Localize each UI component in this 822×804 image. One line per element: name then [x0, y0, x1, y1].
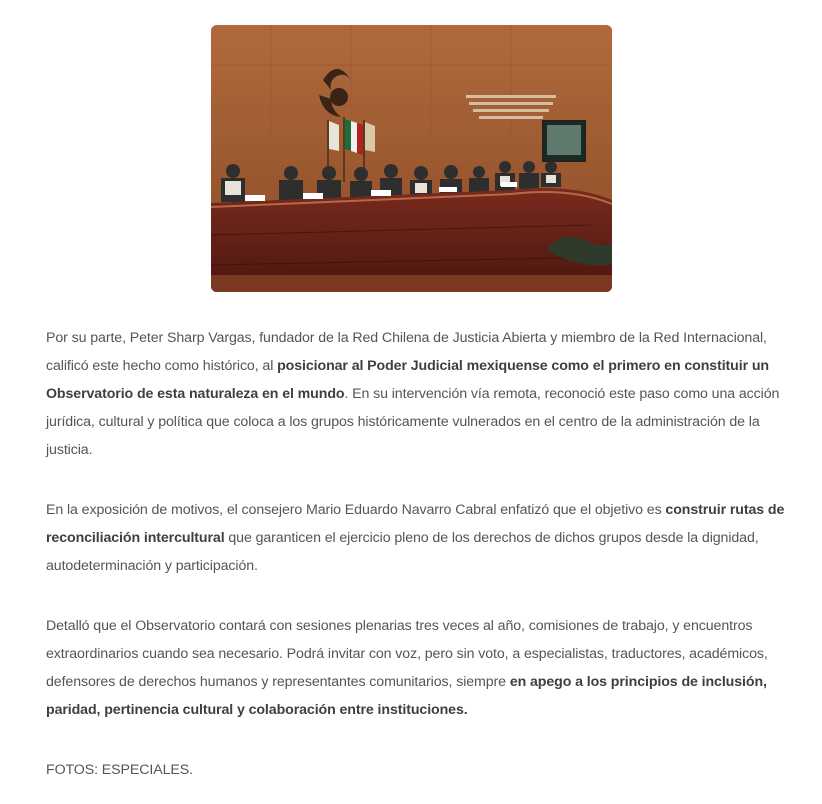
article-body — [46, 324, 786, 784]
paragraph-2 — [46, 496, 786, 580]
paragraph-3-bold: en apego a los principios de inclusión, paridad, pertinencia cultural y colaboración entre instituciones. — [46, 674, 767, 718]
photo-credit: FOTOS: ESPECIALES. — [46, 762, 193, 778]
article-photo — [211, 25, 612, 292]
paragraph-1-text-a: Por su parte, Peter Sharp Vargas, fundador de la Red Chilena de Justicia Abierta y miembro de la Red Internacional, calificó este hecho como histórico, al — [46, 330, 767, 374]
paragraph-1 — [46, 324, 786, 464]
paragraph-3-text-a: Detalló que el Observatorio contará con sesiones plenarias tres veces al año, comisiones de trabajo, y encuentros extraordinarios cuando sea necesario. Podrá invitar con voz, pero sin voto, a especialistas, traductores, académicos, defensores de derechos humanos y representantes comunitarios, siempre — [46, 618, 768, 690]
paragraph-3 — [46, 612, 786, 724]
paragraph-2-bold: construir rutas de reconciliación intercultural — [46, 502, 785, 546]
paragraph-1-bold: posicionar al Poder Judicial mexiquense como el primero en constituir un Observatorio de esta naturaleza en el mundo — [46, 358, 769, 402]
paragraph-1-text-b: . En su intervención vía remota, reconoció este paso como una acción jurídica, cultural y política que coloca a los grupos históricamente vulnerados en el centro de la administración de la justicia. — [46, 386, 780, 458]
meeting-photo-illustration — [211, 25, 612, 292]
paragraph-2-text-a: En la exposición de motivos, el consejero Mario Eduardo Navarro Cabral enfatizó que el objetivo es — [46, 502, 666, 518]
paragraph-2-text-b: que garanticen el ejercicio pleno de los derechos de dichos grupos desde la dignidad, autodeterminación y participación. — [46, 530, 759, 574]
